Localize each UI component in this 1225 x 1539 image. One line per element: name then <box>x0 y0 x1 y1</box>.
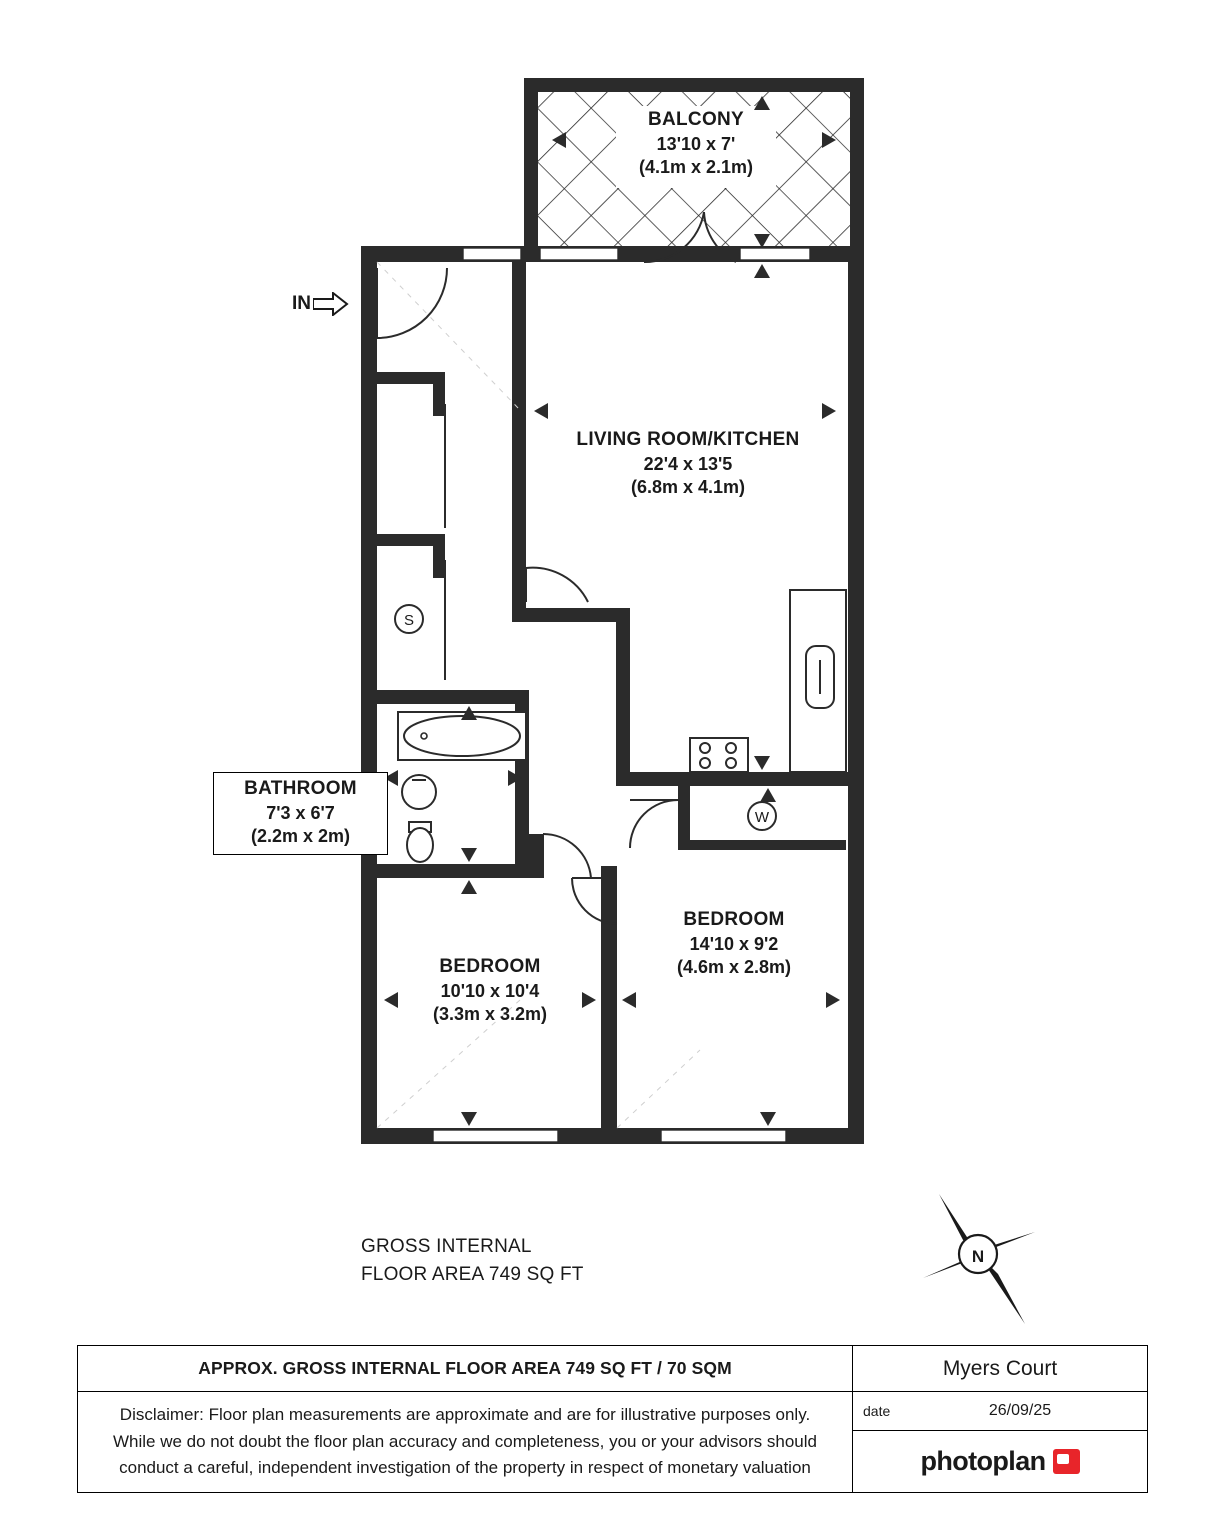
gross-internal-line2: FLOOR AREA 749 SQ FT <box>361 1263 584 1285</box>
bathroom-dim-metric: (2.2m x 2m) <box>250 826 351 847</box>
bedroom-left-dim-metric: (3.3m x 3.2m) <box>432 1004 548 1025</box>
gross-internal-text <box>361 1233 584 1288</box>
property-name: Myers Court <box>853 1346 1147 1392</box>
svg-text:W: W <box>754 809 770 826</box>
photoplan-logo-mark-icon <box>1053 1449 1080 1474</box>
date-value: 26/09/25 <box>988 1402 1052 1419</box>
gross-internal-line1: GROSS INTERNAL <box>361 1236 532 1257</box>
bedroom-right-name: BEDROOM <box>683 909 785 930</box>
room-label-bathroom <box>213 772 388 855</box>
entry-marker <box>292 292 349 316</box>
date-label: date <box>863 1403 891 1419</box>
compass-north-label: N <box>971 1247 985 1266</box>
bathroom-dim-imperial: 7'3 x 6'7 <box>266 802 335 823</box>
photoplan-logo <box>853 1431 1147 1492</box>
room-label-balcony <box>594 108 798 179</box>
info-left <box>78 1346 853 1492</box>
balcony-dim-metric: (4.1m x 2.1m) <box>638 157 754 178</box>
disclaimer <box>78 1392 852 1492</box>
living-room-kitchen-dim-metric: (6.8m x 4.1m) <box>630 477 746 498</box>
kitchen-fixtures <box>690 590 846 772</box>
disclaimer-line-1: Disclaimer: Floor plan measurements are approximate and are for illustrative purposes only. <box>119 1405 811 1425</box>
entry-label: IN <box>292 293 311 314</box>
living-room-kitchen-dim-imperial: 22'4 x 13'5 <box>643 453 733 474</box>
living-room-kitchen-name: LIVING ROOM/KITCHEN <box>576 429 800 450</box>
disclaimer-line-3: conduct a careful, independent investigation of the property in respect of monetary valuation <box>119 1458 811 1478</box>
bedroom-right-dim-metric: (4.6m x 2.8m) <box>676 957 792 978</box>
room-label-bedroom-left <box>390 955 590 1026</box>
svg-text:S: S <box>403 612 415 629</box>
room-label-living-room-kitchen <box>538 428 838 499</box>
room-label-bedroom-right <box>628 908 840 979</box>
photoplan-logo-text: photoplan <box>920 1446 1046 1476</box>
bedroom-right-dim-imperial: 14'10 x 9'2 <box>689 933 779 954</box>
entry-arrow-icon <box>313 292 349 316</box>
compass-rose-icon <box>903 1182 1053 1332</box>
bathroom-name: BATHROOM <box>244 778 357 799</box>
info-right <box>853 1346 1147 1492</box>
washer-marker <box>748 802 776 830</box>
disclaimer-line-2: While we do not doubt the floor plan accuracy and completeness, you or your advisors should <box>112 1431 817 1451</box>
balcony-dim-imperial: 13'10 x 7' <box>656 133 736 154</box>
bathroom-fixtures <box>398 712 526 862</box>
balcony-name: BALCONY <box>647 109 745 130</box>
storage-marker <box>395 605 423 633</box>
area-title: APPROX. GROSS INTERNAL FLOOR AREA 749 SQ FT / 70 SQM <box>78 1346 852 1392</box>
info-panel <box>77 1345 1148 1493</box>
bedroom-left-name: BEDROOM <box>439 956 541 977</box>
bedroom-left-dim-imperial: 10'10 x 10'4 <box>440 980 540 1001</box>
date-row <box>853 1392 1147 1431</box>
